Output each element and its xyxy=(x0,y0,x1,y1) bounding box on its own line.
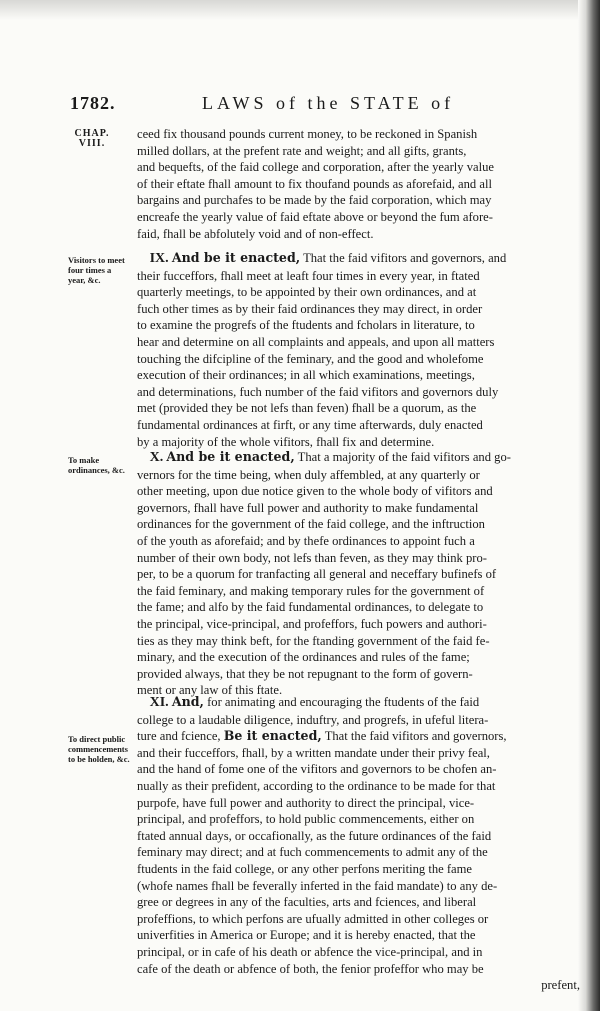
text-line: univerfities in America or Europe; and it is hereby enacted, that the xyxy=(137,928,476,943)
text-line: hear and determine on all complaints and appeals, and upon all matters xyxy=(137,334,495,349)
text-line: faid, fhall be abfolutely void and of non-effect. xyxy=(137,226,374,241)
section-ix-first-line xyxy=(137,250,580,268)
text-line: and determinations, fuch number of the faid vifitors and governors duly xyxy=(137,384,499,399)
text-line: gree or degrees in any of the faculties, arts and fciences, and liberal xyxy=(137,895,477,910)
text-line: by a majority of the whole vifitors, fhall fix and determine. xyxy=(137,434,435,449)
text-line: of their eftate fhall amount to fix thoufand pounds as aforefaid, and all xyxy=(137,176,492,191)
text-line: ment or any law of this ftate. xyxy=(137,683,283,698)
text-fragment: That a majority of the faid vifitors and go- xyxy=(297,450,511,464)
text-line: minary, and the execution of the ordinances and rules of the fame; xyxy=(137,650,470,665)
text-line: and their fucceffors, fhall, by a written mandate under their privy feal, xyxy=(137,745,490,760)
text-line: fundamental ordinances at firft, or any time afterwards, duly enacted xyxy=(137,417,483,432)
text-line: met (provided they be not lefs than feven) fhall be a quorum, as the xyxy=(137,401,477,416)
section-number: IX. xyxy=(149,251,169,266)
section-number: XI. xyxy=(149,695,169,710)
section-ix xyxy=(137,250,580,450)
text-line: and the hand of fome one of the vifitors and governors to be chofen an- xyxy=(137,762,497,777)
text-line: ceed fix thousand pounds current money, to be reckoned in Spanish xyxy=(137,127,478,141)
enacted-clause: And, xyxy=(171,694,204,709)
text-line: cafe of the death or abfence of both, the fenior profeffor who may be xyxy=(137,961,484,976)
text-line: execution of their ordinances; in all which examinations, meetings, xyxy=(137,368,475,383)
page-header xyxy=(70,93,580,119)
text-line: other meeting, upon due notice given to the whole body of vifitors and xyxy=(137,484,493,499)
text-line: number of their own body, not lefs than feven, as they may think pro- xyxy=(137,550,487,565)
text-line: ties as they may think beft, for the ftanding government of the faid fe- xyxy=(137,633,490,648)
section-xi xyxy=(137,694,580,994)
section-number: X. xyxy=(149,450,164,465)
scan-binding-edge xyxy=(578,0,600,1011)
text-fragment: for animating and encouraging the ftudents of the faid xyxy=(207,695,480,709)
text-line: encreafe the yearly value of faid eftate above or beyond the fum afore- xyxy=(137,209,493,224)
page-year: 1782. xyxy=(70,93,116,113)
paragraph-continuation xyxy=(137,126,580,242)
text-line: (whofe names fhall be feverally inferted in the faid mandate) to any de- xyxy=(137,878,498,893)
text-line: the fame; and alfo by the faid fundamental ordinances, to delegate to xyxy=(137,600,484,615)
text-line: milled dollars, at the prefent rate and weight; and all gifts, grants, xyxy=(137,143,467,158)
enacted-clause: And be it enacted, xyxy=(171,250,301,265)
catchword: prefent, xyxy=(541,978,580,993)
text-line: of the youth as aforefaid; and by thefe ordinances to appoint fuch a xyxy=(137,533,475,548)
text-line: governors, fhall have full power and authority to make fundamental xyxy=(137,500,479,515)
margin-note-ordinances: To make ordinances, &c. xyxy=(68,455,125,475)
text-fragment: That the faid vifitors and governors, xyxy=(324,729,507,744)
text-line: college to a laudable diligence, induftry, and progrefs, in ufeful litera- xyxy=(137,712,489,727)
text-line: ftated annual days, or occafionally, as the future ordinances of the faid xyxy=(137,828,492,843)
text-line: and bequefts, of the faid college and corporation, after the yearly value xyxy=(137,160,495,175)
text-line: purpofe, have full power and authority to direct the principal, vice- xyxy=(137,795,475,810)
running-title: LAWS of the STATE of xyxy=(202,93,455,113)
text-line: fuch other times as by their faid ordinances they may direct, in order xyxy=(137,301,483,316)
text-line: profeffions, to which perfons are ufually admitted in other colleges or xyxy=(137,911,489,926)
scan-top-shadow xyxy=(0,0,600,20)
text-line: bargains and purchafes to be made by the faid corporation, which may xyxy=(137,193,492,208)
text-line: vernors for the time being, when duly affembled, at any quarterly or xyxy=(137,467,480,482)
text-line: principal, and profeffors, to hold public commencements, either on xyxy=(137,812,475,827)
margin-note-commencements: To direct public commencements to be holden, &c. xyxy=(68,734,130,764)
enacted-clause: Be it enacted, xyxy=(223,728,322,744)
text-line: feminary may direct; and at fuch commencements to admit any of the xyxy=(137,845,488,860)
text-line: their fucceffors, fhall meet at leaft four times in every year, in ftated xyxy=(137,268,480,283)
text-line: ordinances for the government of the faid college, and the inftruction xyxy=(137,517,485,532)
text-line: nually as their prefident, according to the ordinance to be made for that xyxy=(137,778,496,793)
text-fragment: That the faid vifitors and governors, and xyxy=(303,251,507,265)
margin-note-chapter: CHAP. VIII. xyxy=(74,128,110,149)
text-line-with-enacted xyxy=(137,728,580,745)
enacted-clause: And be it enacted, xyxy=(166,449,295,464)
text-line: ftudents in the faid college, or any other perfons meriting the fame xyxy=(137,861,473,876)
text-line: touching the difcipline of the feminary, and the good and wholefome xyxy=(137,351,484,366)
text-line: the principal, vice-principal, and profeffors, fuch powers and authori- xyxy=(137,616,487,631)
text-fragment: ture and fcience, xyxy=(137,729,221,744)
text-line: per, to be a quorum for tranfacting all general and neceffary bufinefs of xyxy=(137,567,497,582)
text-line: provided always, that they be not repugnant to the form of govern- xyxy=(137,666,473,681)
margin-note-visitors: Visitors to meet four times a year, &c. xyxy=(68,255,125,285)
text-line: the faid feminary, and making temporary rules for the government of xyxy=(137,583,485,598)
text-line: to examine the progrefs of the ftudents and fcholars in literature, to xyxy=(137,318,475,333)
text-line: quarterly meetings, to be appointed by their own ordinances, and at xyxy=(137,285,477,300)
section-xi-first-line xyxy=(137,694,580,712)
text-line: principal, or in cafe of his death or abfence the vice-principal, and in xyxy=(137,944,483,959)
section-x xyxy=(137,449,580,699)
section-x-first-line xyxy=(137,449,580,467)
